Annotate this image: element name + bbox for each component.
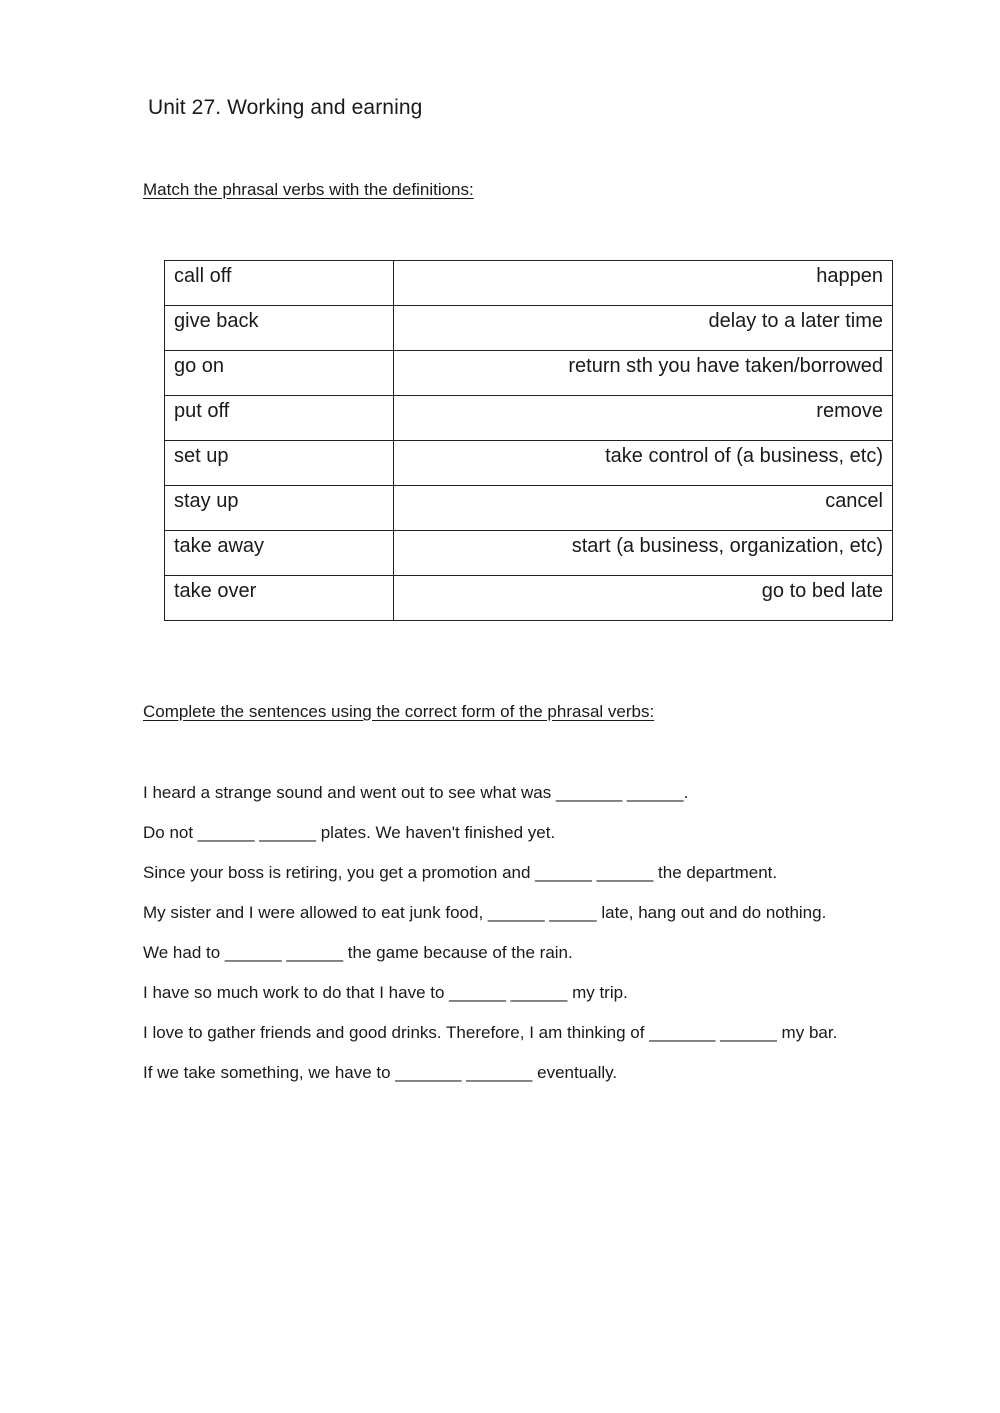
table-row <box>165 306 893 351</box>
matching-table <box>164 260 893 621</box>
phrasal-verb-cell: take over <box>165 576 394 621</box>
table-row <box>165 531 893 576</box>
match-instructions: Match the phrasal verbs with the definitions: <box>143 180 474 199</box>
sentence-item: Do not ______ ______ plates. We haven't finished yet. <box>143 823 556 842</box>
table-row <box>165 351 893 396</box>
definition-cell: return sth you have taken/borrowed <box>394 351 893 396</box>
phrasal-verb-cell: set up <box>165 441 394 486</box>
table-row <box>165 486 893 531</box>
table-row <box>165 441 893 486</box>
sentence-item: If we take something, we have to _______ _______ eventually. <box>143 1063 618 1082</box>
phrasal-verb-cell: stay up <box>165 486 394 531</box>
definition-cell: happen <box>394 261 893 306</box>
phrasal-verb-cell: take away <box>165 531 394 576</box>
table-row <box>165 261 893 306</box>
phrasal-verb-cell: call off <box>165 261 394 306</box>
definition-cell: delay to a later time <box>394 306 893 351</box>
sentence-list <box>143 780 963 1100</box>
definition-cell: take control of (a business, etc) <box>394 441 893 486</box>
definition-cell: cancel <box>394 486 893 531</box>
table-row <box>165 396 893 441</box>
sentence-item: I heard a strange sound and went out to see what was _______ ______. <box>143 783 689 802</box>
phrasal-verb-cell: put off <box>165 396 394 441</box>
sentence-item: My sister and I were allowed to eat junk food, ______ _____ late, hang out and do nothing. <box>143 903 827 922</box>
definition-cell: remove <box>394 396 893 441</box>
phrasal-verb-cell: give back <box>165 306 394 351</box>
definition-cell: start (a business, organization, etc) <box>394 531 893 576</box>
definition-cell: go to bed late <box>394 576 893 621</box>
sentence-item: I have so much work to do that I have to ______ ______ my trip. <box>143 983 628 1002</box>
phrasal-verb-cell: go on <box>165 351 394 396</box>
sentence-item: We had to ______ ______ the game because of the rain. <box>143 943 573 962</box>
page-title: Unit 27. Working and earning <box>148 96 423 119</box>
complete-instructions: Complete the sentences using the correct form of the phrasal verbs: <box>143 702 655 721</box>
sentence-item: I love to gather friends and good drinks. Therefore, I am thinking of _______ ______ my bar. <box>143 1023 838 1042</box>
table-row <box>165 576 893 621</box>
sentence-item: Since your boss is retiring, you get a promotion and ______ ______ the department. <box>143 863 778 882</box>
